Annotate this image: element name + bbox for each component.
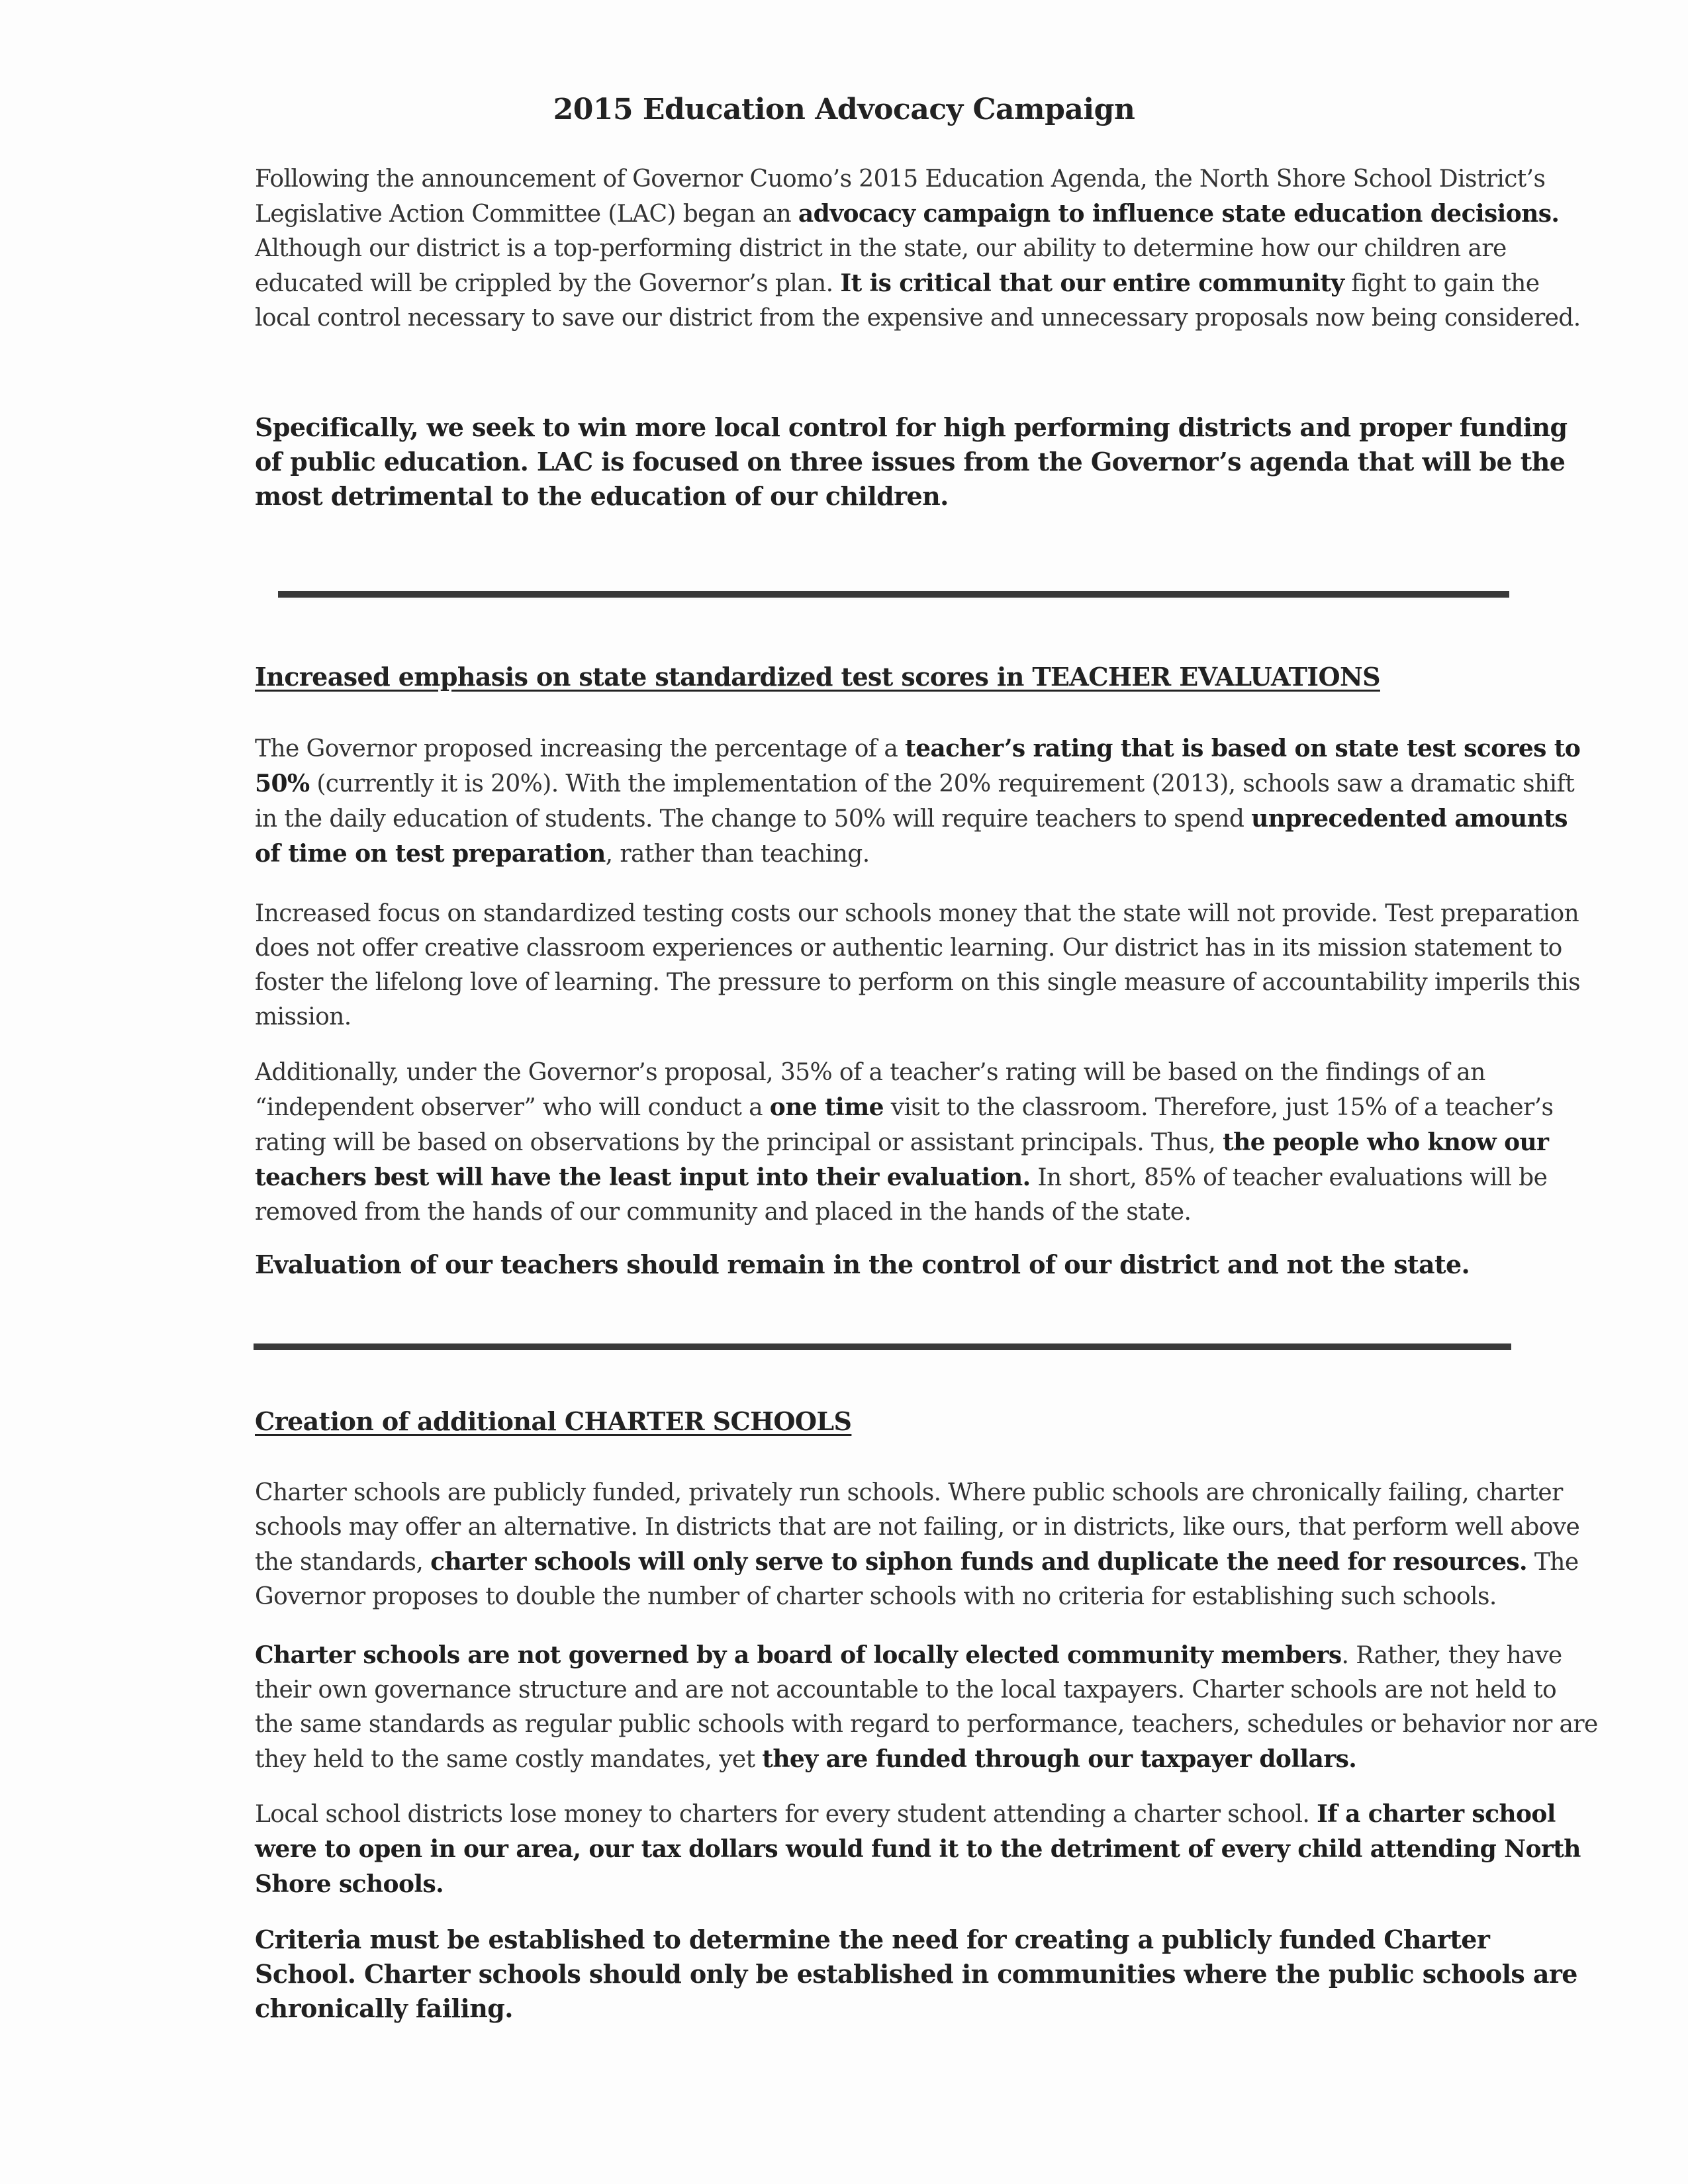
intro-paragraph-2: Specifically, we seek to win more local control for high performing districts and proper funding of public education. LAC is focused on three issues from the Governor’s agenda that will be the most detrimental to the education of our children. xyxy=(255,412,1568,511)
body-text: Charter schools are publicly funded, privately run schools. Where public schools are chronically failing, charter schools may offer an alternative. In districts that are not failing, or in districts, like ours, that perform well above the standards, xyxy=(255,1479,1580,1576)
teacher-eval-paragraph-3 xyxy=(255,1056,1599,1230)
body-text: The Governor proposes to double the number of charter schools with no criteria for establishing such schools. xyxy=(255,1549,1579,1610)
body-text: In short, 85% of teacher evaluations will be removed from the hands of our community and placed in the hands of the state. xyxy=(255,1164,1548,1226)
emphasized-text: Charter schools are not governed by a board of locally elected community members xyxy=(255,1641,1342,1669)
charter-paragraph-1 xyxy=(255,1476,1599,1614)
emphasized-text: teacher’s rating that is based on state test scores to 50% xyxy=(255,735,1581,797)
document-title: 2015 Education Advocacy Campaign xyxy=(553,93,1135,126)
emphasized-text: unprecedented amounts of time on test preparation xyxy=(255,805,1568,868)
emphasized-text: one time xyxy=(769,1093,884,1121)
teacher-eval-paragraph-2: Increased focus on standardized testing costs our schools money that the state will not provide. Test preparation does not offer creative classroom experiences or authentic learning. Our district has in its mission statement to foster the lifelong love of learning. The pressure to perform on this single measure of accountability imperils this mission. xyxy=(255,900,1580,1030)
intro-paragraph-1 xyxy=(255,162,1599,336)
teacher-eval-conclusion: Evaluation of our teachers should remain in the control of our district and not the state. xyxy=(255,1250,1470,1279)
section-divider xyxy=(254,1343,1511,1350)
body-text: Following the announcement of Governor Cuomo’s 2015 Education Agenda, the North Shore School District’s Legislative Action Committee (LAC) began an xyxy=(255,165,1546,228)
teacher-eval-paragraph-1 xyxy=(255,731,1599,872)
section-heading-charter-schools: Creation of additional CHARTER SCHOOLS xyxy=(255,1406,852,1436)
body-text: (currently it is 20%). With the implementation of the 20% requirement (2013), schools saw a dramatic shift in the daily education of students. The change to 50% will require teachers to spend xyxy=(255,770,1575,833)
emphasized-text: advocacy campaign to influence state education decisions. xyxy=(798,200,1560,228)
emphasized-text: If a charter school were to open in our area, our tax dollars would fund it to the detriment of every child attending North Shore schools. xyxy=(255,1800,1581,1898)
emphasized-text: they are funded through our taxpayer dollars. xyxy=(762,1745,1357,1773)
emphasized-text: It is critical that our entire community xyxy=(840,269,1344,297)
body-text: visit to the classroom. Therefore, just 15% of a teacher’s rating will be based on observations by the principal or assistant principals. Thus, xyxy=(255,1094,1554,1156)
body-text: Additionally, under the Governor’s proposal, 35% of a teacher’s rating will be based on the findings of an “independent observer” who will conduct a xyxy=(255,1059,1485,1121)
body-text: The Governor proposed increasing the percentage of a xyxy=(255,735,906,762)
body-text: fight to gain the local control necessary to save our district from the expensive and unnecessary proposals now being considered. xyxy=(255,270,1581,332)
emphasized-text: charter schools will only serve to siphon funds and duplicate the need for resources. xyxy=(430,1548,1527,1576)
section-heading-teacher-evaluations: Increased emphasis on state standardized test scores in TEACHER EVALUATIONS xyxy=(255,662,1380,692)
body-text: , rather than teaching. xyxy=(605,841,870,868)
emphasized-text: the people who know our teachers best will have the least input into their evaluation. xyxy=(255,1128,1549,1191)
body-text: Although our district is a top-performing district in the state, our ability to determine how our children are educated will be crippled by the Governor’s plan. xyxy=(255,235,1507,297)
body-text: Local school districts lose money to charters for every student attending a charter school. xyxy=(255,1801,1317,1828)
body-text: . Rather, they have their own governance structure and are not accountable to the local taxpayers. Charter schools are not held to the same standards as regular public schools with regard to performance, teachers, schedules or behavior nor are they held to the same costly mandates, yet xyxy=(255,1642,1598,1773)
section-divider xyxy=(278,591,1509,598)
charter-conclusion: Criteria must be established to determine the need for creating a publicly funded Charter School. Charter schools should only be established in communities where the public schools are chronically failing. xyxy=(255,1925,1577,2023)
charter-paragraph-2 xyxy=(255,1638,1599,1777)
charter-paragraph-3 xyxy=(255,1797,1599,1902)
